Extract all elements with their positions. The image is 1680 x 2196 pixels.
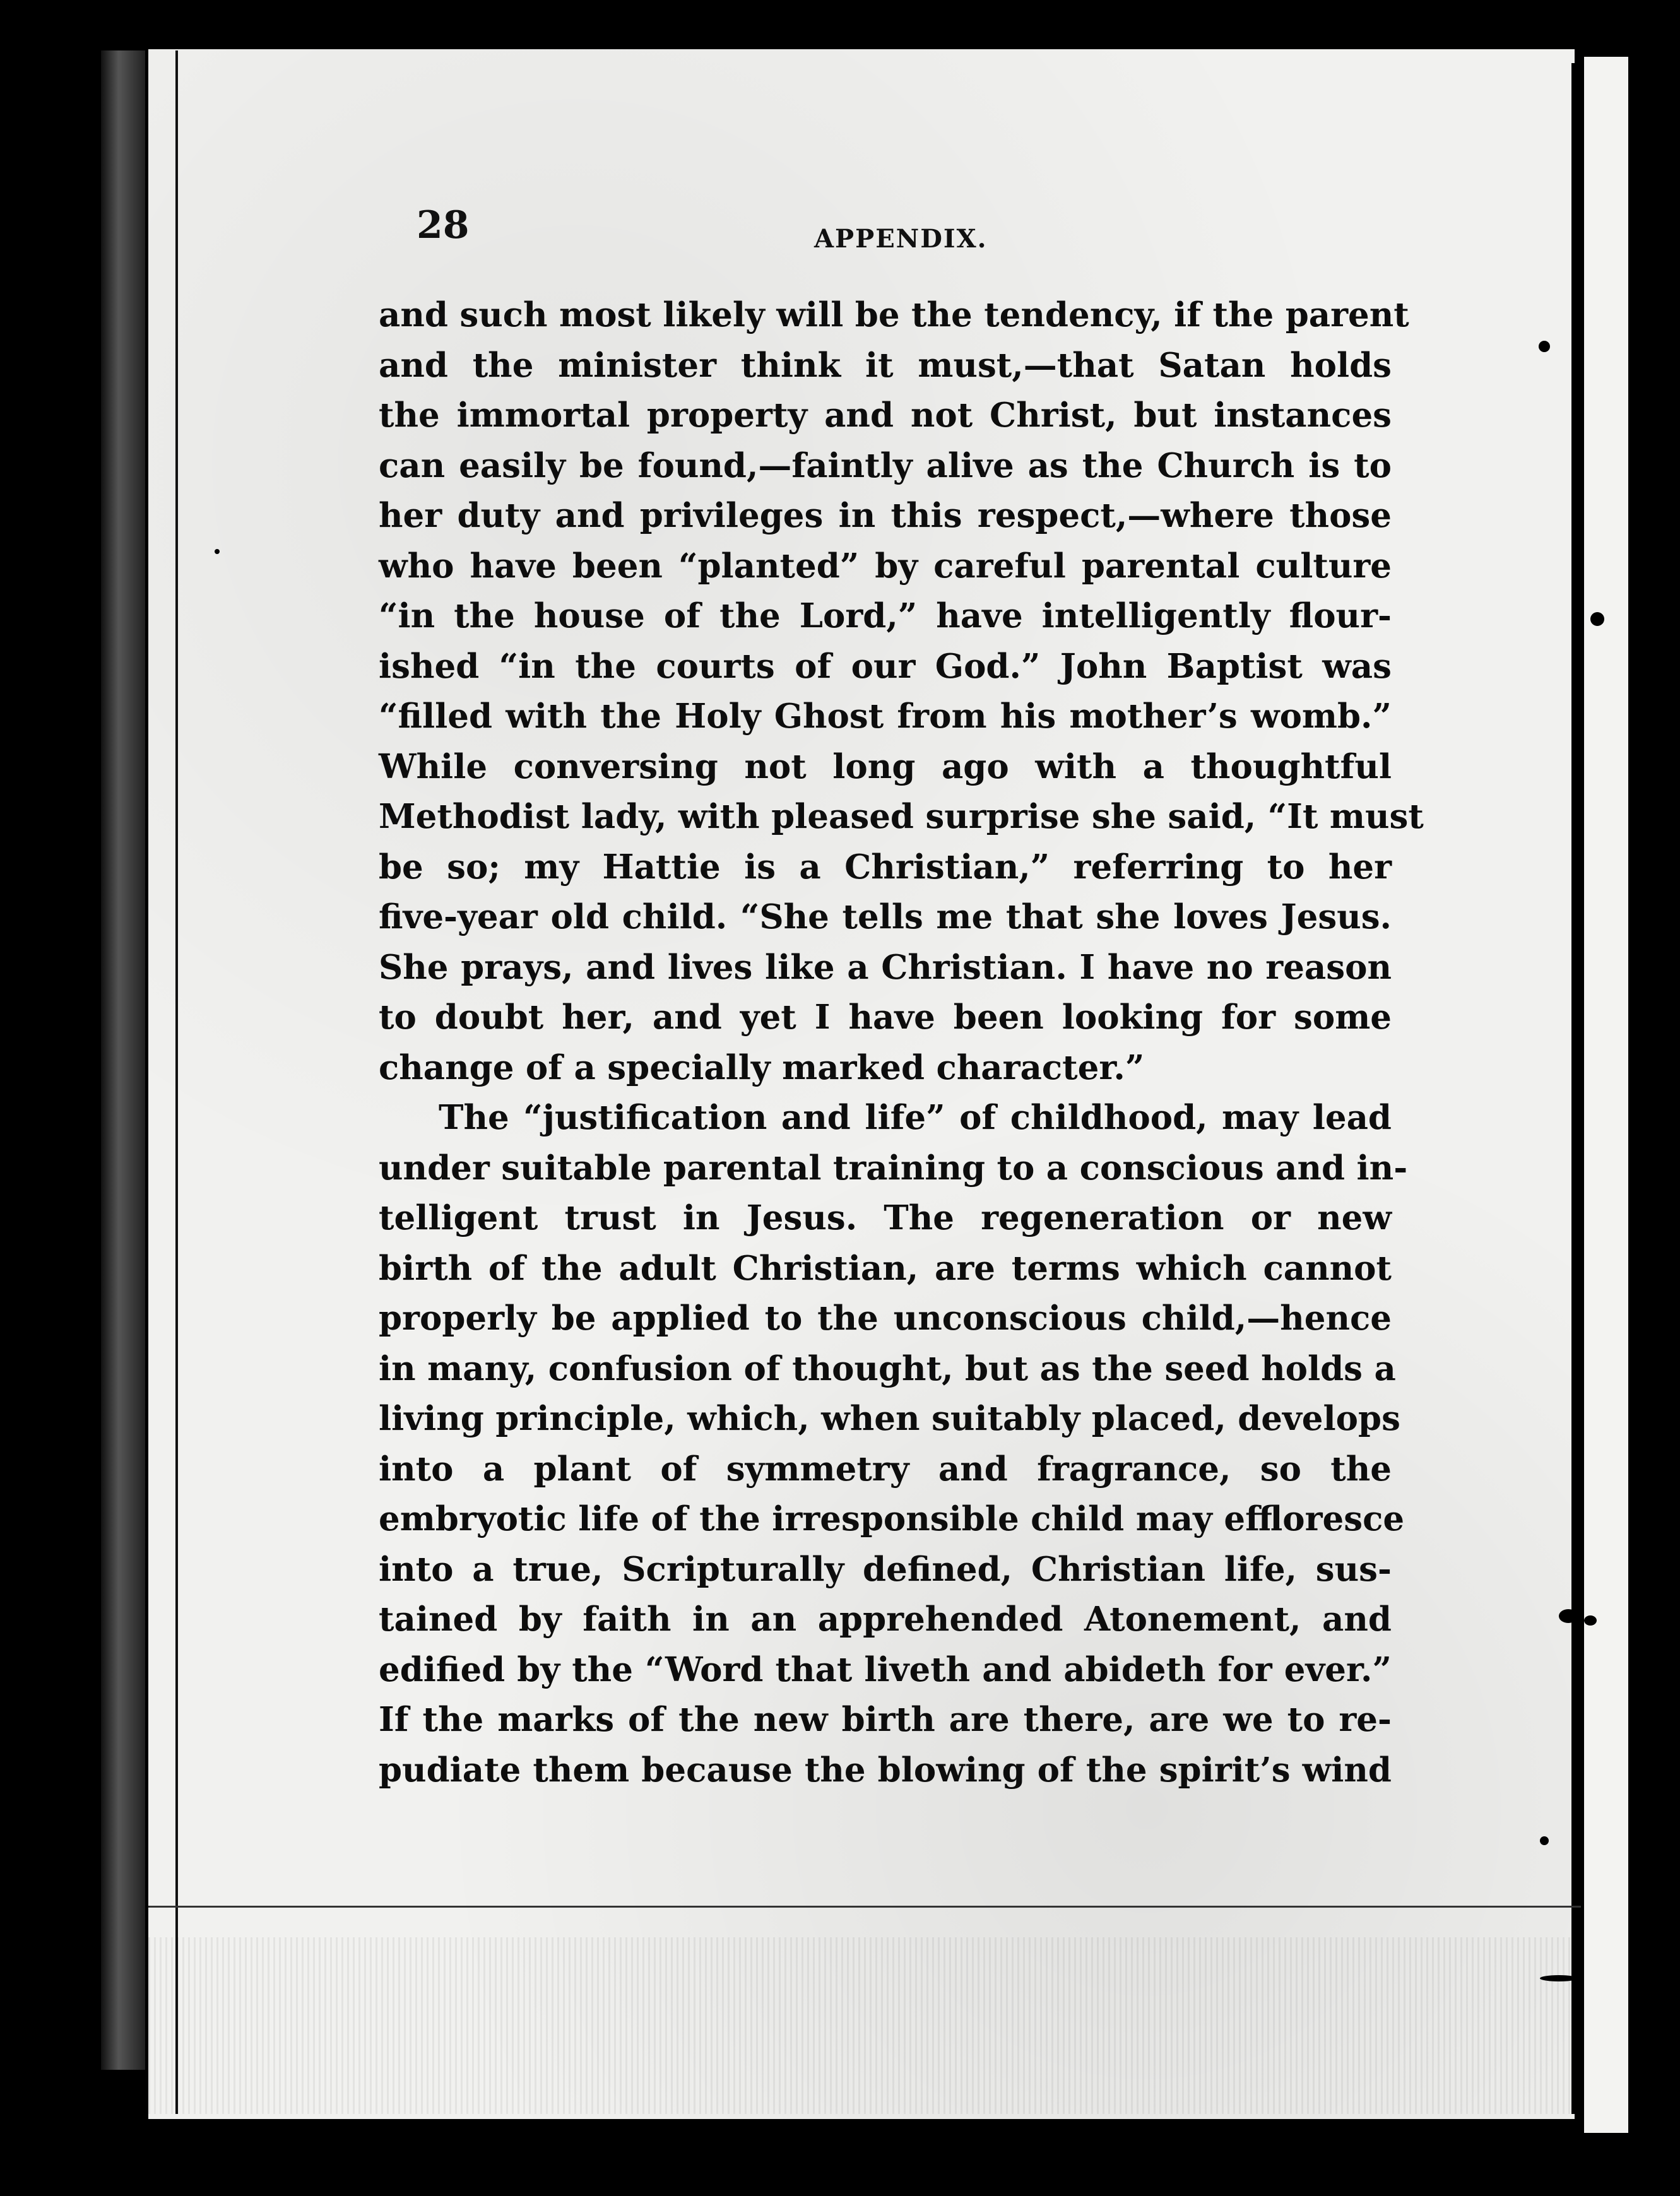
text-line: If the marks of the new birth are there, are we to re-: [379, 1700, 1392, 1739]
text-line: tained by faith in an apprehended Atonement, and: [379, 1600, 1392, 1639]
text-line: change of a specially marked character.”: [379, 1048, 1145, 1087]
ink-speck: [1540, 1975, 1578, 1981]
text-line: her duty and privileges in this respect,—where those: [379, 496, 1392, 535]
text-line: and the minister think it must,—that Satan holds: [379, 345, 1392, 385]
text-line: into a plant of symmetry and fragrance, so the: [379, 1449, 1392, 1489]
text-line: ished “in the courts of our God.” John Baptist was: [379, 646, 1392, 686]
ink-speck: [1584, 1615, 1597, 1626]
text-line: properly be applied to the unconscious child,—hence: [379, 1299, 1392, 1338]
text-line: and such most likely will be the tendency, if the parent: [379, 295, 1409, 334]
text-line: telligent trust in Jesus. The regeneration or new: [379, 1198, 1392, 1237]
binding-shadow: [101, 50, 145, 2070]
scan-border-right: [1628, 57, 1680, 2133]
text-line: Methodist lady, with pleased surprise she said, “It must: [379, 797, 1424, 836]
text-line: “in the house of the Lord,” have intelligently flour-: [379, 596, 1392, 635]
text-line: who have been “planted” by careful parental culture: [379, 546, 1392, 586]
text-line: embryotic life of the irresponsible child may effloresce: [379, 1499, 1405, 1538]
text-line: While conversing not long ago with a thoughtful: [379, 747, 1392, 786]
text-line: She prays, and lives like a Christian. I have no reason: [379, 947, 1392, 987]
body-text: [379, 290, 1424, 1795]
text-line: in many, confusion of thought, but as the seed holds a: [379, 1349, 1396, 1388]
text-line: to doubt her, and yet I have been looking for some: [379, 998, 1392, 1037]
ink-speck: [1540, 1836, 1549, 1845]
text-line: edified by the “Word that liveth and abideth for ever.”: [379, 1650, 1392, 1689]
right-border-line: [1571, 63, 1580, 2114]
text-line: “filled with the Holy Ghost from his mother’s womb.”: [379, 697, 1392, 736]
ink-speck: [215, 549, 220, 554]
text-line: birth of the adult Christian, are terms which cannot: [379, 1248, 1392, 1288]
running-head: APPENDIX.: [814, 224, 988, 254]
ink-speck: [1559, 1609, 1578, 1623]
text-line: into a true, Scripturally defined, Christian life, sus-: [379, 1549, 1392, 1589]
ink-speck: [1590, 612, 1604, 626]
ink-speck: [1539, 341, 1550, 352]
bottom-rule: [148, 1906, 1581, 1908]
text-line: living principle, which, when suitably placed, develops: [379, 1399, 1400, 1438]
scan-noise: [148, 1937, 1575, 2114]
page-number: 28: [417, 203, 470, 247]
text-line: be so; my Hattie is a Christian,” referring to her: [379, 847, 1392, 887]
text-line: five-year old child. “She tells me that she loves Jesus.: [379, 897, 1392, 936]
text-line: the immortal property and not Christ, but instances: [379, 396, 1392, 435]
text-line: can easily be found,—faintly alive as the Church is to: [379, 446, 1392, 485]
text-line: The “justification and life” of childhood, may lead: [439, 1098, 1392, 1137]
text-line: under suitable parental training to a conscious and in-: [379, 1148, 1408, 1188]
text-line: pudiate them because the blowing of the spirit’s wind: [379, 1750, 1392, 1790]
left-border-line: [175, 50, 178, 2114]
